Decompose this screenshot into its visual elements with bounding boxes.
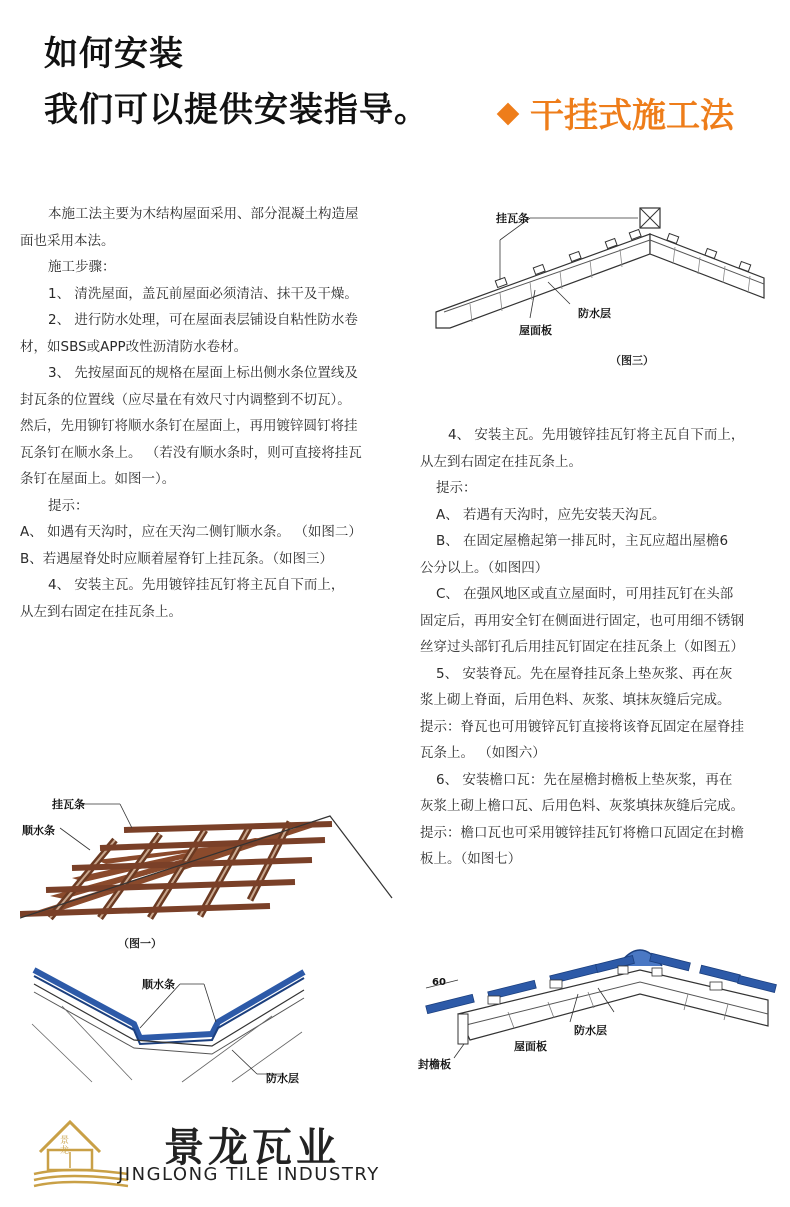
section-title-text: 干挂式施工法 <box>530 96 734 136</box>
right-text-block <box>420 422 780 873</box>
text-line: 板上。（如图七） <box>420 851 522 867</box>
text-line: 2、 进行防水处理，可在屋面表层铺设自粘性防水卷 <box>48 312 358 328</box>
brand-logo-glyphs: 景龙 <box>60 1136 70 1156</box>
text-line: 从左到右固定在挂瓦条上。 <box>20 603 182 620</box>
text-line: 提示：脊瓦也可用镀锌瓦钉直接将该脊瓦固定在屋脊挂 <box>420 718 744 735</box>
heading-how-to-install: 如何安装 <box>44 34 184 74</box>
brand-name-cn: 景龙瓦业 <box>164 1125 340 1171</box>
fig7-label-fascia: 封檐板 <box>418 1058 451 1071</box>
left-text-block <box>20 201 392 625</box>
fig7-label-board: 屋面板 <box>514 1040 547 1053</box>
text-line: 6、 安装檐口瓦：先在屋檐封檐板上垫灰浆，再在 <box>436 771 733 788</box>
fig3-label-waterproof: 防水层 <box>578 307 611 320</box>
text-line: 灰浆上砌上檐口瓦、后用色料、灰浆填抹灰缝后完成。 <box>420 798 744 814</box>
text-line: 瓦条上。 （如图六） <box>420 745 546 761</box>
text-line: 瓦条钉在顺水条上。 （若没有顺水条时，则可直接将挂瓦 <box>20 444 362 461</box>
text-line: 3、 先按屋面瓦的规格在屋面上标出侧水条位置线及 <box>48 365 358 381</box>
text-line: B、若遇屋脊处时应顺着屋脊钉上挂瓦条。（如图三） <box>20 550 334 567</box>
text-line: 提示： <box>436 480 477 496</box>
brand-name-en: JINGLONG TILE INDUSTRY <box>118 1164 380 1185</box>
text-line: 丝穿过头部钉孔后用挂瓦钉固定在挂瓦条上（如图五） <box>420 639 744 655</box>
fig3-caption: （图三） <box>610 354 654 367</box>
figure-3-ridge-diagram <box>430 200 780 370</box>
text-line: 条钉在屋面上。如图一）。 <box>20 471 176 487</box>
text-line: 1、 清洗屋面，盖瓦前屋面必须清洁、抹干及干燥。 <box>48 285 358 302</box>
text-line: 本施工法主要为木结构屋面采用、部分混凝土构造屋 <box>48 206 359 222</box>
text-line: 5、 安装脊瓦。先在屋脊挂瓦条上垫灰浆、再在灰 <box>436 665 733 682</box>
text-line: 提示：檐口瓦也可采用镀锌挂瓦钉将檐口瓦固定在封檐 <box>420 824 744 841</box>
figure-7-eave-ridge-diagram <box>418 930 783 1075</box>
fig1-caption: （图一） <box>118 937 162 950</box>
fig7-label-waterproof: 防水层 <box>574 1024 607 1037</box>
text-line: 4、 安装主瓦。先用镀锌挂瓦钉将主瓦自下而上， <box>48 577 345 593</box>
fig3-label-batten: 挂瓦条 <box>496 212 529 225</box>
text-line: 封瓦条的位置线（应尽量在有效尺寸内调整到不切瓦）。 <box>20 391 351 408</box>
text-line: 然后，先用铆钉将顺水条钉在屋面上，再用镀锌圆钉将挂 <box>20 418 358 434</box>
text-line: 提示： <box>48 497 89 514</box>
diamond-bullet-icon <box>497 102 520 125</box>
fig1-label-counter: 顺水条 <box>22 824 55 837</box>
text-line: 施工步骤： <box>48 259 116 275</box>
fig7-dimension: 60 <box>432 977 446 988</box>
fig3-label-board: 屋面板 <box>519 324 552 337</box>
text-line: 4、 安装主瓦。先用镀锌挂瓦钉将主瓦自下而上， <box>448 427 745 443</box>
heading-guidance: 我们可以提供安装指导。 <box>44 90 429 130</box>
text-line: 从左到右固定在挂瓦条上。 <box>420 453 582 470</box>
fig2-label-counter: 顺水条 <box>142 978 175 991</box>
text-line: 固定后，再用安全钉在侧面进行固定，也可用细不锈钢 <box>420 612 744 629</box>
section-title <box>500 88 734 137</box>
fig2-label-waterproof: 防水层 <box>266 1072 299 1085</box>
text-line: 浆上砌上脊面，后用色料、灰浆、填抹灰缝后完成。 <box>420 692 731 708</box>
fig1-label-batten: 挂瓦条 <box>52 798 85 811</box>
text-line: 公分以上。（如图四） <box>420 559 549 576</box>
text-line: 面也采用本法。 <box>20 232 115 249</box>
text-line: A、 如遇有天沟时，应在天沟二侧钉顺水条。 （如图二） <box>20 524 362 540</box>
text-line: A、 若遇有天沟时，应先安装天沟瓦。 <box>436 506 666 523</box>
text-line: 材，如SBS或APP改性沥清防水卷材。 <box>20 338 248 355</box>
text-line: B、 在固定屋檐起第一排瓦时，主瓦应超出屋檐6 <box>436 533 729 549</box>
text-line: C、 在强风地区或直立屋面时，可用挂瓦钉在头部 <box>436 586 734 602</box>
